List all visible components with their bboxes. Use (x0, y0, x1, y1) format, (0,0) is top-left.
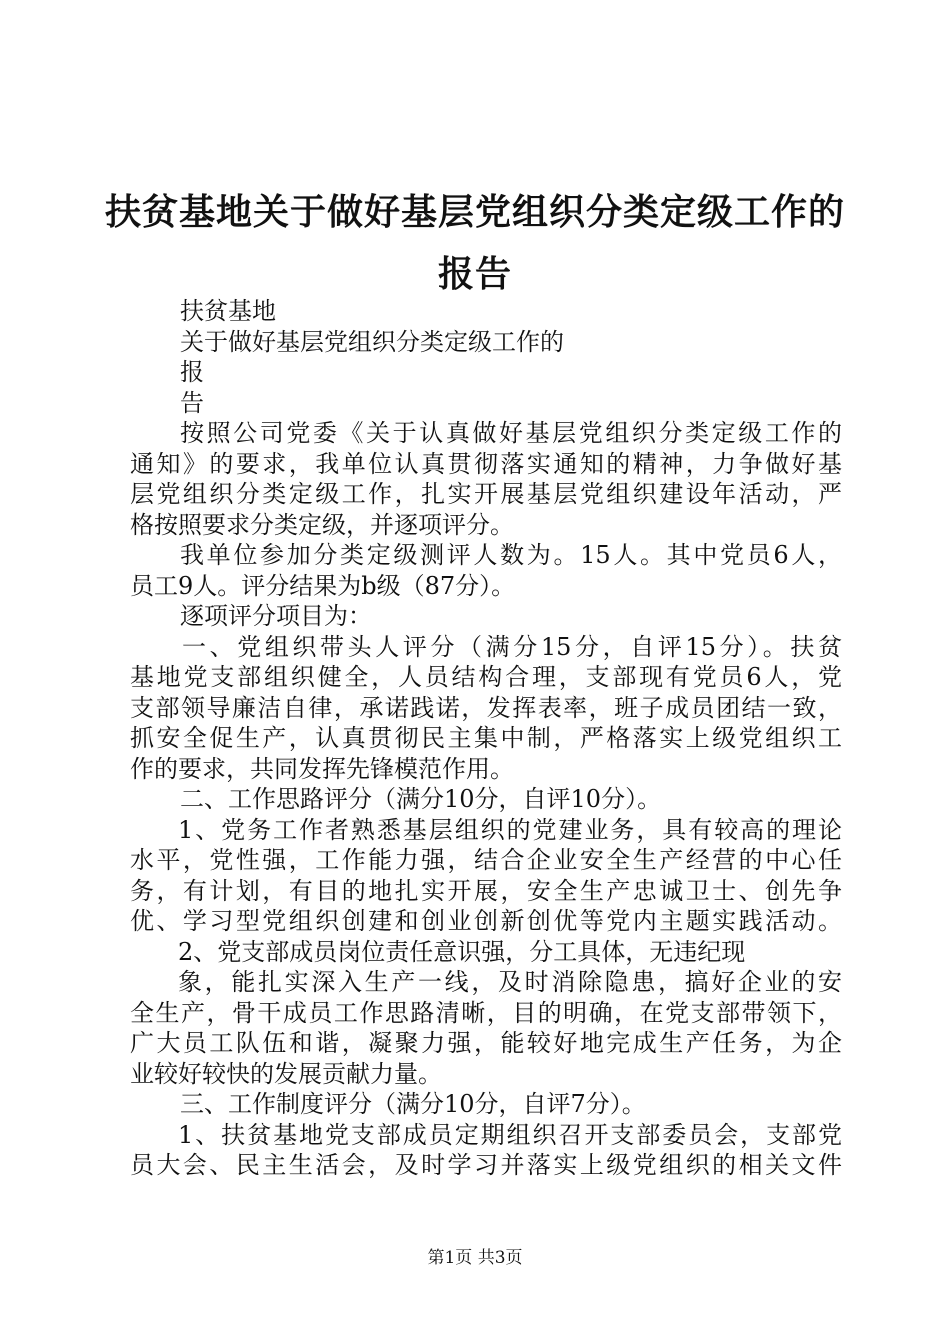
body-line: 报 (180, 358, 204, 386)
body-line: 抓安全促生产，认真贯彻民主集中制，严格落实上级党组织工 (130, 724, 842, 752)
body-line: 象，能扎实深入生产一线，及时消除隐患，搞好企业的安 (178, 968, 842, 996)
body-line: 业较好较快的发展贡献力量。 (130, 1059, 442, 1088)
body-line: 格按照要求分类定级，并逐项评分。 (130, 510, 514, 539)
body-line: 按照公司党委《关于认真做好基层党组织分类定级工作的 (180, 419, 842, 447)
body-line: 2、党支部成员岗位责任意识强，分工具体，无违纪现 (178, 937, 746, 966)
body-line: 通知》的要求，我单位认真贯彻落实通知的精神，力争做好基 (130, 449, 842, 478)
page-number-footer: 第1页 共3页 (427, 1248, 523, 1268)
body-line: 层党组织分类定级工作，扎实开展基层党组织建设年活动，严 (130, 480, 842, 508)
body-line: 逐项评分项目为： (180, 602, 372, 630)
document-body (130, 296, 842, 1181)
document-title-line-1: 扶贫基地关于做好基层党组织分类定级工作的 (104, 191, 845, 233)
body-line: 关于做好基层党组织分类定级工作的 (180, 327, 564, 356)
body-line: 务，有计划，有目的地扎实开展，安全生产忠诚卫士、创先争 (130, 876, 842, 905)
body-line: 1、扶贫基地党支部成员定期组织召开支部委员会，支部党 (178, 1120, 842, 1149)
body-line: 员大会、民主生活会，及时学习并落实上级党组织的相关文件 (130, 1151, 842, 1179)
body-line: 广大员工队伍和谐，凝聚力强，能较好地完成生产任务，为企 (130, 1029, 842, 1057)
body-line: 全生产，骨干成员工作思路清晰，目的明确，在党支部带领下， (130, 998, 842, 1027)
body-line: 水平，党性强，工作能力强，结合企业安全生产经营的中心任 (130, 846, 842, 874)
body-line: 扶贫基地 (180, 297, 276, 325)
body-line: 我单位参加分类定级测评人数为。15人。其中党员6人， (180, 541, 842, 569)
document-title-line-2: 报告 (437, 253, 512, 295)
body-line: 告 (180, 388, 204, 417)
body-line: 1、党务工作者熟悉基层组织的党建业务，具有较高的理论 (178, 815, 842, 844)
body-line: 二、工作思路评分（满分10分，自评10分）。 (180, 785, 662, 813)
body-line: 一、党组织带头人评分（满分15分，自评15分）。扶贫 (182, 632, 842, 661)
body-line: 三、工作制度评分（满分10分，自评7分）。 (180, 1090, 646, 1118)
body-line: 支部领导廉洁自律，承诺践诺，发挥表率，班子成员团结一致， (130, 693, 842, 722)
body-line: 作的要求，共同发挥先锋模范作用。 (130, 754, 514, 783)
body-line: 员工9人。评分结果为b级（87分）。 (130, 571, 516, 600)
body-line: 优、学习型党组织创建和创业创新创优等党内主题实践活动。 (130, 907, 842, 935)
body-line: 基地党支部组织健全，人员结构合理，支部现有党员6人，党 (130, 663, 842, 691)
